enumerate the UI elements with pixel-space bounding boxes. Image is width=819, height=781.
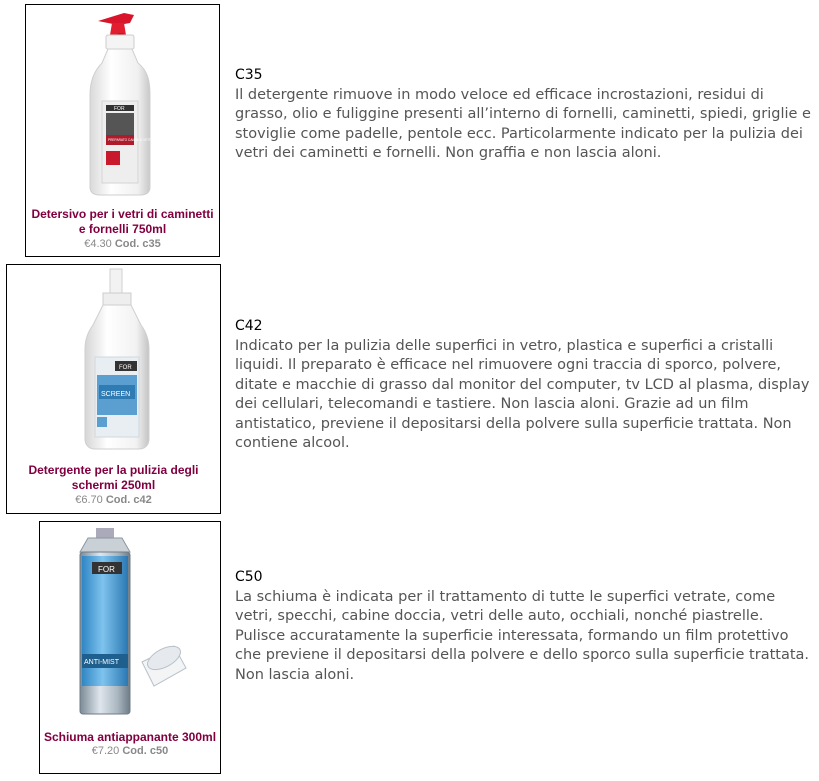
bottle-label-text: ANTI-MIST bbox=[84, 659, 119, 666]
product-description-c50 bbox=[235, 568, 815, 685]
description-text: Indicato per la pulizia delle superfici in vetro, plastica e superfici a cristalli liquidi. Il preparato è efficace nel rimuovere ogni traccia di sporco, polvere, ditate e macchie di grasso dal monitor del computer, tv LCD al plasma, display dei cellulari, telecomandi e tastiere. Non lascia aloni. Grazie ad un film antistatico, previene il depositarsi della polvere sulla superficie trattata. Non contiene alcool. bbox=[235, 337, 810, 451]
product-price-code bbox=[40, 745, 220, 758]
description-text: La schiuma è indicata per il trattamento di tutte le superfici vetrate, come vetri, specchi, cabine doccia, vetri delle auto, occhiali, nonché piastrelle. Pulisce accuratamente la superficie interessata, formando un film protettivo che previene il depositarsi della polvere e dello sporco sulla superficie trattata. Non lascia aloni. bbox=[235, 588, 810, 683]
product-image-spray-bottle[interactable] bbox=[26, 5, 219, 205]
code-label: Cod. bbox=[114, 238, 140, 250]
price: €4.30 bbox=[84, 238, 112, 250]
brand-logo: FOR bbox=[98, 565, 115, 574]
code-label: Cod. bbox=[122, 745, 147, 757]
product-title: C42 bbox=[235, 318, 263, 334]
bottle-label-text: PREPARATO CAMINI & VETRI bbox=[108, 138, 153, 142]
bottle-label-text: SCREEN bbox=[101, 391, 131, 398]
product-code: c42 bbox=[133, 494, 152, 506]
product-price-code bbox=[7, 494, 220, 507]
product-name[interactable]: Detergente per la pulizia degli schermi 250ml bbox=[28, 463, 199, 492]
code-label: Cod. bbox=[105, 494, 131, 506]
product-card-c35[interactable] bbox=[25, 4, 220, 257]
spray-cap-icon bbox=[142, 642, 186, 686]
price: €7.20 bbox=[91, 745, 120, 757]
product-name[interactable]: Detersivo per i vetri di caminetti e fornelli 750ml bbox=[31, 207, 214, 236]
product-description-c35 bbox=[235, 66, 815, 164]
price: €6.70 bbox=[75, 494, 103, 506]
product-image-screen-cleaner[interactable] bbox=[7, 265, 220, 460]
product-name[interactable]: Schiuma antiappanante 300ml bbox=[43, 730, 217, 744]
product-price-code bbox=[26, 238, 219, 251]
brand-logo: FOR bbox=[114, 106, 125, 112]
brand-logo: FOR bbox=[119, 365, 132, 371]
product-description-c42 bbox=[235, 317, 815, 454]
product-code: c35 bbox=[142, 238, 161, 250]
product-code: c50 bbox=[149, 745, 169, 757]
product-title: C50 bbox=[235, 569, 263, 585]
product-image-anti-mist-spray[interactable] bbox=[40, 522, 220, 722]
description-text: Il detergente rimuove in modo veloce ed efficace incrostazioni, residui di grasso, olio e fuliggine presenti all’interno di fornelli, caminetti, spiedi, griglie e stoviglie come padelle, pentole ecc. Particolarmente indicato per la pulizia dei vetri dei caminetti e fornelli. Non graffia e non lascia aloni. bbox=[235, 86, 811, 161]
product-title: C35 bbox=[235, 67, 263, 83]
product-card-c42[interactable] bbox=[6, 264, 221, 514]
product-card-c50[interactable] bbox=[39, 521, 221, 774]
